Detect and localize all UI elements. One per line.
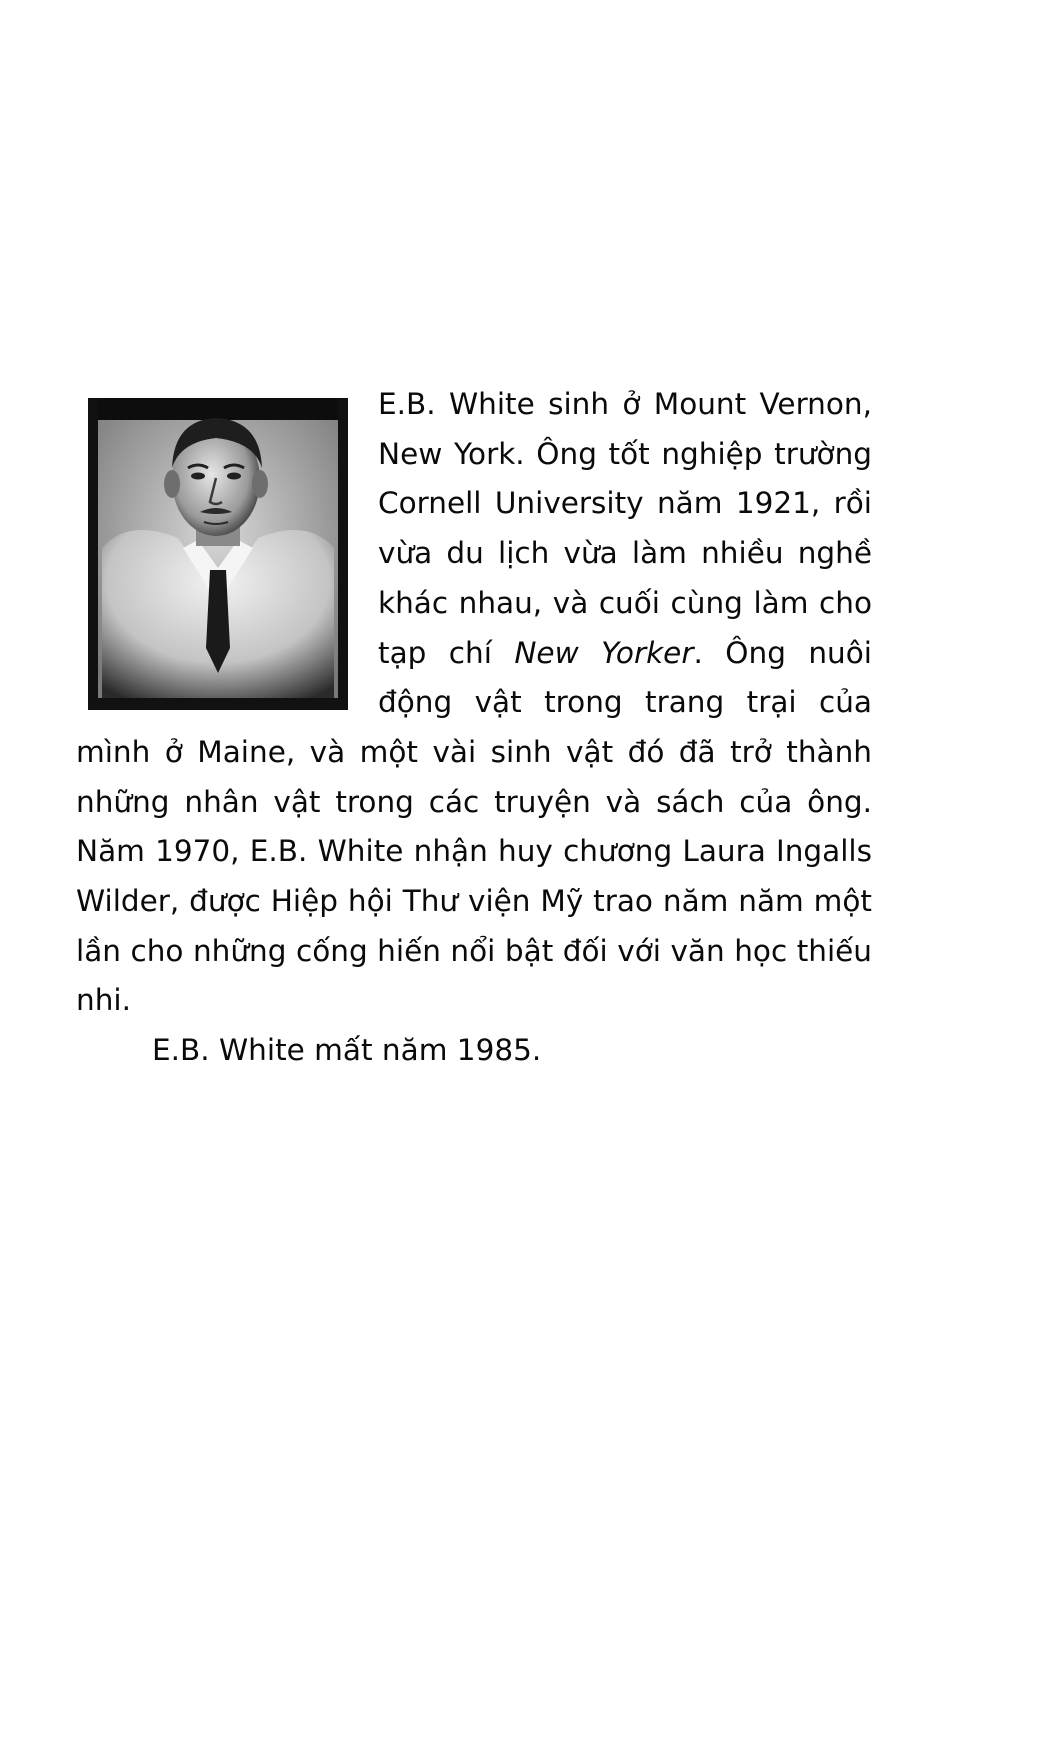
author-bio (76, 380, 872, 1076)
magazine-title: New Yorker (514, 635, 694, 670)
author-photo (88, 398, 348, 710)
bio-paragraph-2: E.B. White mất năm 1985. (152, 1033, 542, 1068)
bio-rest-text: . Ông nuôi động vật trong trang trại của mình ở Maine, và một vài sinh vật đó đã trở thành những nhân vật trong các truyện và sách của ông. Năm 1970, E.B. White nhận huy chương Laura Ingalls Wilder, được Hiệp hội Thư viện Mỹ trao năm năm một lần cho những cống hiến nổi bật đối với văn học thiếu nhi. (76, 635, 872, 1018)
author-portrait-image (88, 398, 348, 710)
bio-lead-text: E.B. White sinh ở Mount Vernon, New York. Ông tốt nghiệp trường Cornell University năm 1921, rồi vừa du lịch vừa làm nhiều nghề khác nhau, và cuối cùng làm cho tạp chí (378, 387, 872, 670)
